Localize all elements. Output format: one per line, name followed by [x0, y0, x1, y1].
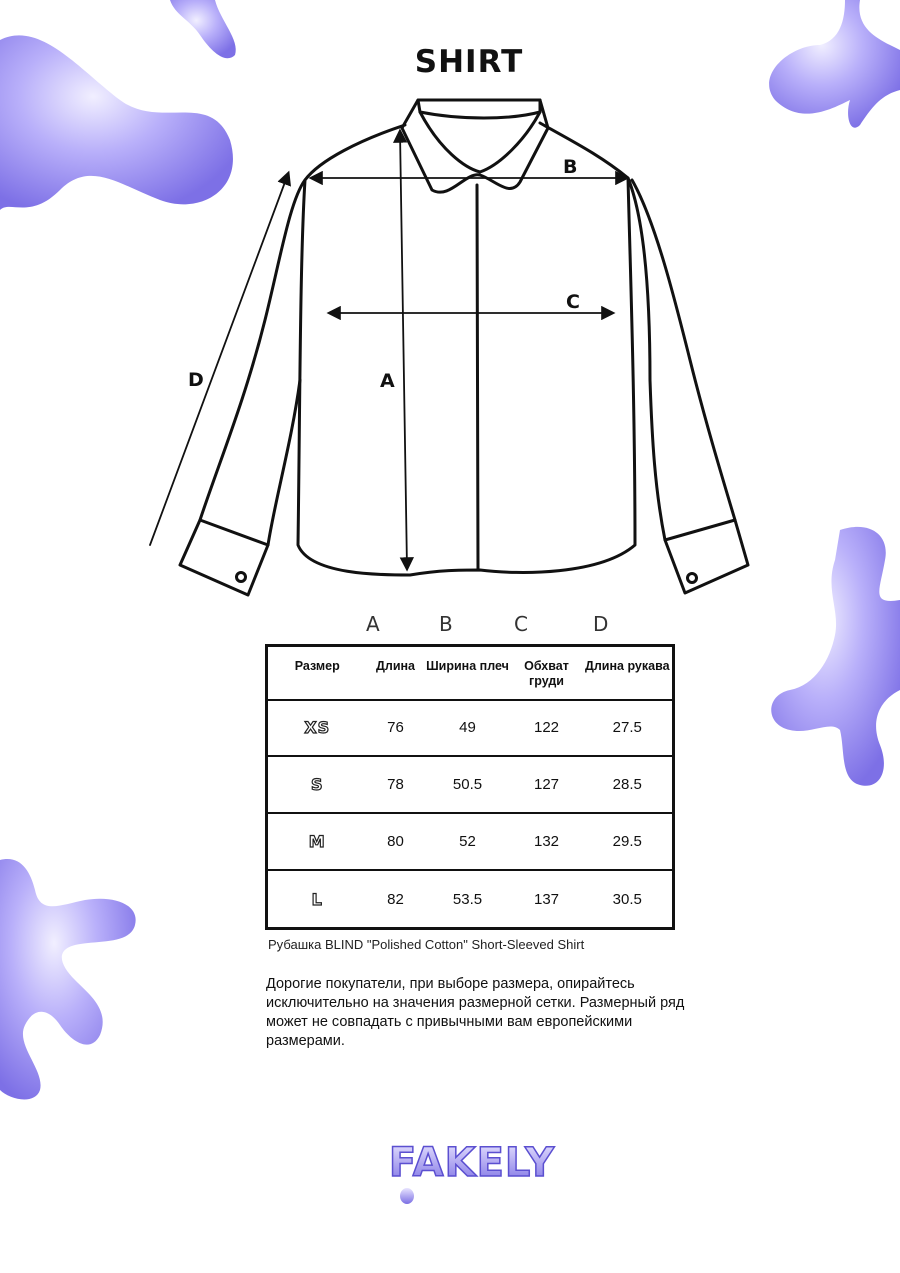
shirt-placket — [477, 185, 478, 570]
header-size: Размер — [294, 659, 340, 673]
table-cell: 78 — [387, 776, 404, 794]
header-chest: Обхват груди — [524, 659, 569, 688]
shirt-left-sleeve — [200, 180, 305, 545]
size-label: M — [308, 832, 326, 852]
shirt-right-cuff — [665, 520, 748, 593]
table-cell: 30.5 — [612, 890, 642, 908]
dimension-d-label: D — [188, 369, 204, 391]
table-cell: 50.5 — [452, 776, 483, 794]
dimension-d-line — [150, 174, 288, 545]
table-cell: 49 — [459, 719, 476, 737]
shirt-diagram — [0, 0, 900, 620]
table-cell: 76 — [387, 719, 404, 737]
column-letter-d: D — [593, 612, 609, 636]
table-cell: 28.5 — [612, 776, 642, 794]
table-cell: 132 — [533, 833, 560, 851]
column-letter-a: A — [366, 612, 380, 636]
shirt-collar-band — [418, 100, 540, 118]
table-row — [267, 700, 674, 757]
shirt-right-sleeve — [628, 178, 735, 540]
size-table — [265, 644, 675, 930]
dimension-a-line — [400, 132, 407, 568]
header-shoulder-width: Ширина плеч — [426, 659, 509, 673]
table-cell: 29.5 — [612, 833, 642, 851]
shirt-collar-inner — [420, 112, 540, 172]
table-cell: 53.5 — [452, 890, 483, 908]
left-cuff-button — [237, 573, 246, 582]
size-label: L — [311, 889, 323, 909]
product-caption: Рубашка BLIND "Polished Cotton" Short-Sleeved Shirt — [268, 937, 585, 952]
size-notice: Дорогие покупатели, при выборе размера, опирайтесь исключительно на значения размерной сетки. Размерный ряд может не совпадать с привычными вам европейскими размерами. — [266, 976, 685, 1049]
header-sleeve-length: Длина рукава — [584, 659, 670, 673]
dimension-c-label: C — [566, 291, 580, 313]
shirt-body-outline — [298, 123, 635, 575]
page-title: SHIRT — [414, 44, 524, 80]
table-cell: 52 — [459, 833, 476, 851]
table-cell: 137 — [533, 890, 560, 908]
dimension-b-label: B — [563, 156, 578, 178]
table-row — [267, 870, 674, 928]
table-cell: 82 — [387, 890, 404, 908]
blob-bottom-left — [0, 859, 136, 1099]
table-cell: 80 — [387, 833, 404, 851]
table-cell: 122 — [533, 719, 560, 737]
size-table-header — [267, 646, 674, 700]
column-letter-c: C — [514, 612, 528, 636]
table-cell: 27.5 — [612, 719, 642, 737]
logo-drip — [400, 1188, 414, 1204]
size-label: XS — [304, 718, 331, 738]
brand-logo — [385, 1118, 560, 1208]
right-cuff-button — [688, 574, 697, 583]
table-cell: 127 — [533, 776, 560, 794]
brand-logo-text: FAKELY — [388, 1140, 556, 1186]
header-length: Длина — [375, 659, 416, 673]
table-row — [267, 756, 674, 813]
column-letter-b: B — [439, 612, 453, 636]
table-row — [267, 813, 674, 870]
shirt-left-cuff — [180, 520, 268, 595]
size-label: S — [310, 775, 324, 795]
dimension-a-label: A — [380, 370, 395, 392]
